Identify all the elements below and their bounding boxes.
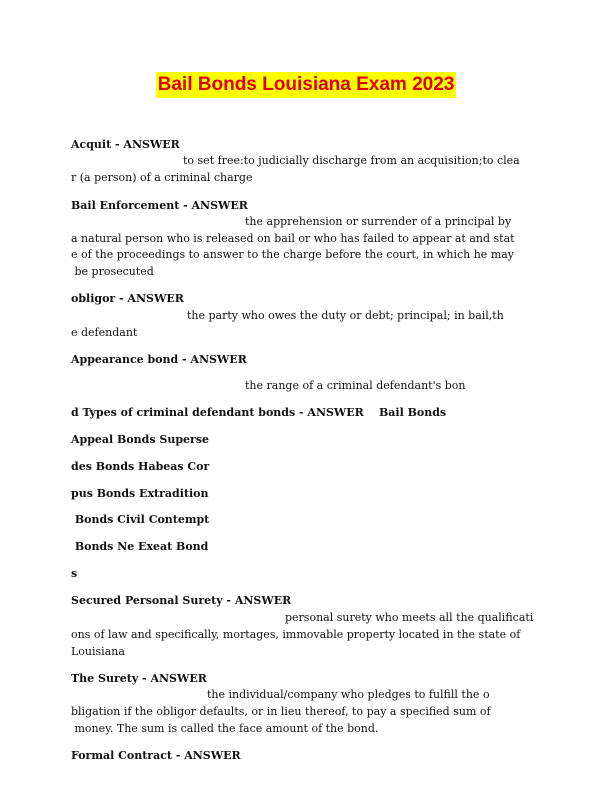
term-label: Formal Contract - ANSWER <box>71 749 241 762</box>
list-line: s <box>71 567 78 580</box>
list-line: pus Bonds Extradition <box>71 487 209 500</box>
definition-line: the party who owes the duty or debt; principal; in bail,th <box>187 309 504 322</box>
definition-line: bligation if the obligor defaults, or in lieu thereof, to pay a specified sum of <box>71 705 491 718</box>
list-line: Appeal Bonds Superse <box>71 433 210 446</box>
definition-line: to set free:to judicially discharge from an acquisition;to clea <box>183 154 520 167</box>
list-line: Bonds Civil Contempt <box>71 513 210 526</box>
definition-line: the individual/company who pledges to fulfill the o <box>207 688 490 701</box>
definition-line: the range of a criminal defendant's bon <box>245 379 466 392</box>
definition-line: Louisiana <box>71 645 125 658</box>
term-label: The Surety - ANSWER <box>71 672 207 685</box>
definition-line: ons of law and specifically, mortages, immovable property located in the state of <box>71 628 521 641</box>
definition-line: Bail Bonds <box>379 406 447 419</box>
term-label: Secured Personal Surety - ANSWER <box>71 594 292 607</box>
term-label: d Types of criminal defendant bonds - ANSWER <box>71 406 364 419</box>
title-container <box>0 72 612 98</box>
definition-line: money. The sum is called the face amount of the bond. <box>71 722 379 735</box>
definition-line: e of the proceedings to answer to the charge before the court, in which he may <box>71 248 515 261</box>
list-line: Bonds Ne Exeat Bond <box>71 540 209 553</box>
term-label: obligor - ANSWER <box>71 292 184 305</box>
term-label: Bail Enforcement - ANSWER <box>71 199 248 212</box>
list-line: des Bonds Habeas Cor <box>71 460 210 473</box>
definition-line: e defendant <box>71 326 138 339</box>
definition-line: the apprehension or surrender of a principal by <box>245 215 512 228</box>
document-title: Bail Bonds Louisiana Exam 2023 <box>156 72 457 98</box>
term-label: Appearance bond - ANSWER <box>71 353 247 366</box>
definition-line: be prosecuted <box>71 265 154 278</box>
definition-line: r (a person) of a criminal charge <box>71 171 253 184</box>
term-label: Acquit - ANSWER <box>71 138 180 151</box>
definition-line: personal surety who meets all the qualificati <box>285 611 534 624</box>
definition-line: a natural person who is released on bail or who has failed to appear at and stat <box>71 232 515 245</box>
